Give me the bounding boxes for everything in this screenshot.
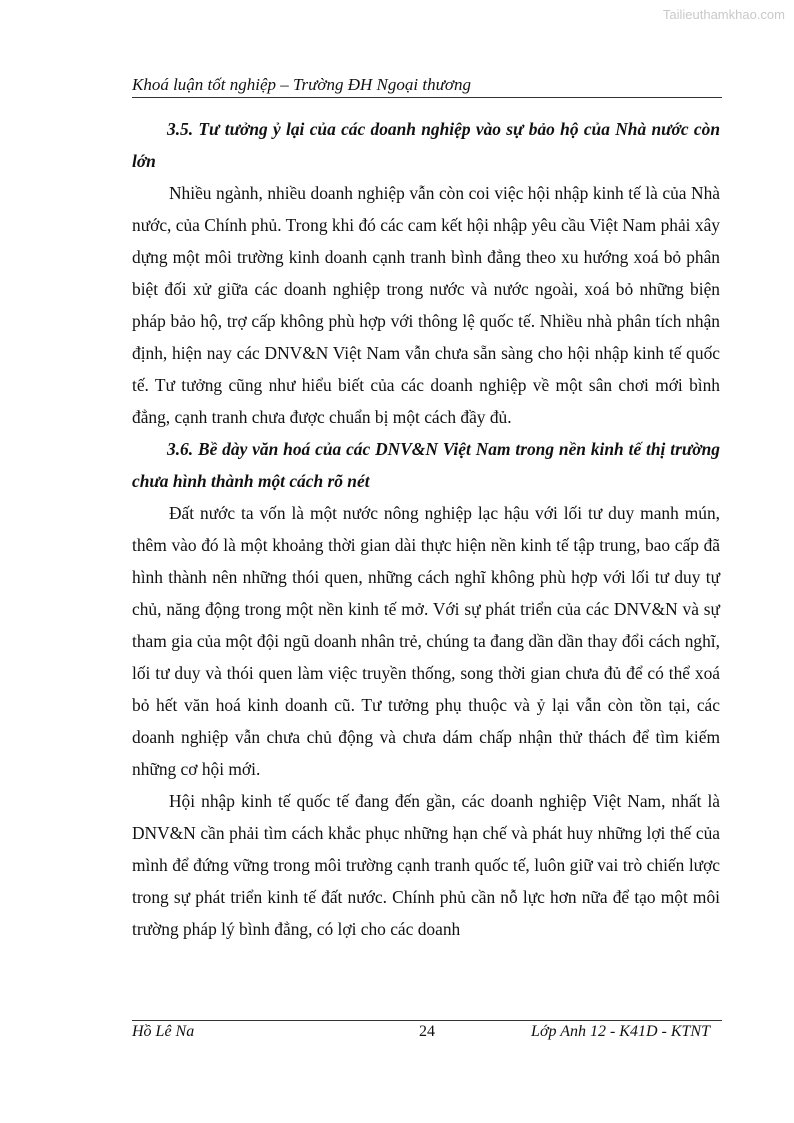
paragraph: Hội nhập kinh tế quốc tế đang đến gần, các doanh nghiệp Việt Nam, nhất là DNV&N cần phải tìm cách khắc phục những hạn chế và phát huy những lợi thế của mình để đứng vững trong môi trường cạnh tranh quốc tế, luôn giữ vai trò chiến lược trong sự phát triển kinh tế đất nước. Chính phủ cần nỗ lực hơn nữa để tạo một môi trường pháp lý bình đẳng, có lợi cho các doanh — [132, 791, 720, 939]
footer-author: Hồ Lê Na — [132, 1023, 195, 1040]
paragraph: Nhiều ngành, nhiều doanh nghiệp vẫn còn coi việc hội nhập kinh tế là của Nhà nước, của Chính phủ. Trong khi đó các cam kết hội nhập yêu cầu Việt Nam phải xây dựng một môi trường kinh doanh cạnh tranh bình đẳng theo xu hướng xoá bỏ phân biệt đối xử giữa các doanh nghiệp trong nước và nước ngoài, xoá bỏ những biện pháp bảo hộ, trợ cấp không phù hợp với thông lệ quốc tế. Nhiều nhà phân tích nhận định, hiện nay các DNV&N Việt Nam vẫn chưa sẵn sàng cho hội nhập kinh tế quốc tế. Tư tưởng cũng như hiểu biết của các doanh nghiệp về một sân chơi mới bình đẳng, cạnh tranh chưa được chuẩn bị một cách đầy đủ. — [132, 183, 720, 427]
document-body — [132, 113, 720, 945]
page-number: 24 — [419, 1023, 435, 1040]
section-heading-3-6: 3.6. Bề dày văn hoá của các DNV&N Việt Nam trong nền kinh tế thị trường chưa hình thành một cách rõ nét — [132, 439, 720, 491]
footer-class-info: Lớp Anh 12 - K41D - KTNT — [531, 1023, 710, 1040]
watermark-text: Tailieuthamkhao.com — [662, 7, 785, 22]
section-heading-3-5: 3.5. Tư tưởng ỷ lại của các doanh nghiệp vào sự bảo hộ của Nhà nước còn lớn — [132, 119, 720, 171]
footer-divider — [132, 1020, 722, 1021]
page-header: Khoá luận tốt nghiệp – Trường ĐH Ngoại thương — [132, 75, 722, 98]
paragraph: Đất nước ta vốn là một nước nông nghiệp lạc hậu với lối tư duy manh mún, thêm vào đó là một khoảng thời gian dài thực hiện nền kinh tế tập trung, bao cấp đã hình thành nên những thói quen, những cách nghĩ không phù hợp với lối tư duy tự chủ, năng động trong một nền kinh tế mở. Với sự phát triển của các DNV&N và sự tham gia của một đội ngũ doanh nhân trẻ, chúng ta đang dần dần thay đổi cách nghĩ, lối tư duy và thói quen làm việc truyền thống, song thời gian chưa đủ để có thể xoá bỏ hết văn hoá kinh doanh cũ. Tư tưởng phụ thuộc và ỷ lại vẫn còn tồn tại, các doanh nghiệp vẫn chưa chủ động và chưa dám chấp nhận thử thách để tìm kiếm những cơ hội mới. — [132, 503, 720, 779]
